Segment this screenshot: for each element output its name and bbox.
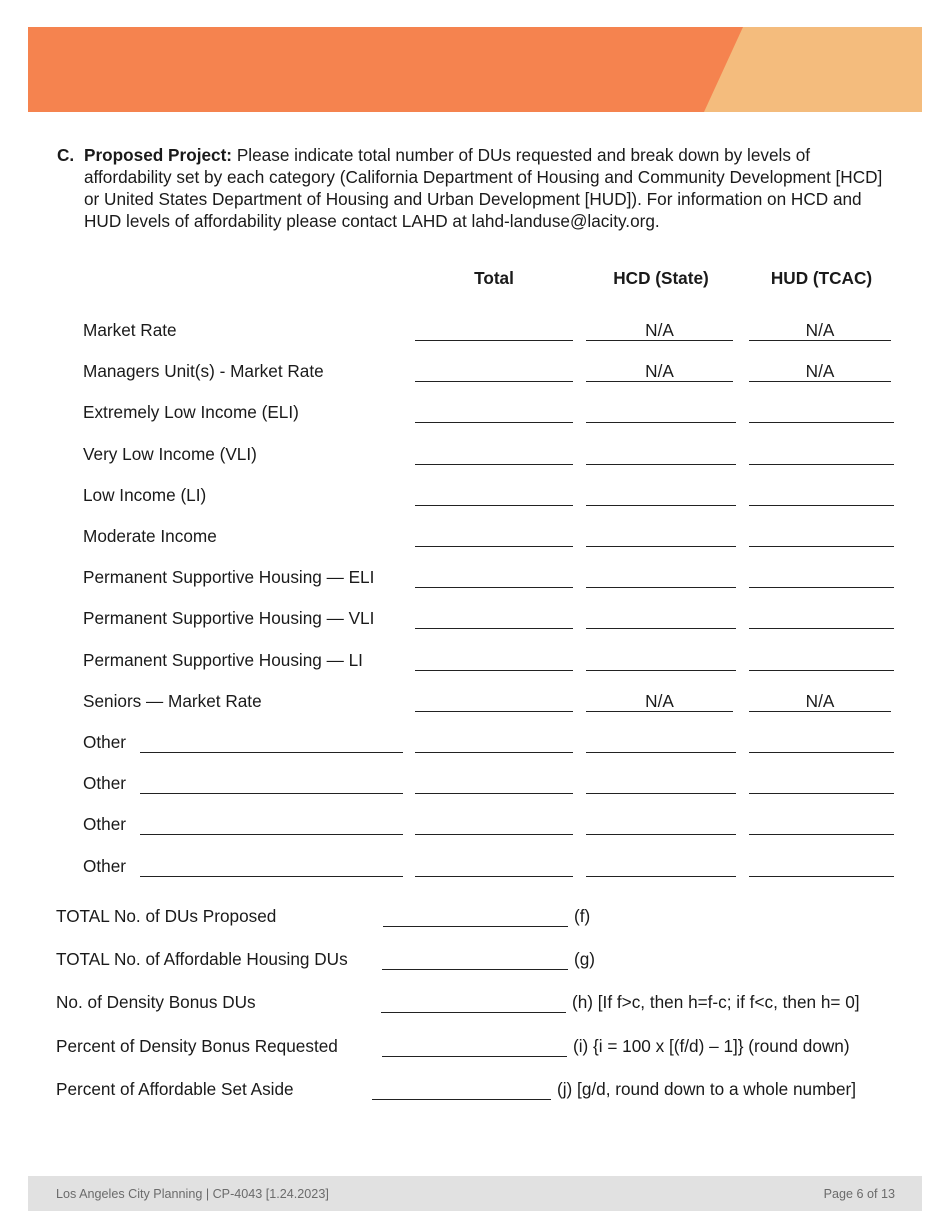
total-dus-proposed-label: TOTAL No. of DUs Proposed <box>56 906 277 926</box>
row-label: Other <box>83 732 126 752</box>
hcd-field[interactable] <box>586 464 736 465</box>
section-text: Please indicate total number of DUs requested and break down by levels of affordability set by each category (California Department of Housing and Community Development [HCD] or United States Department of Housing and Urban Development [HUD]). For information on HCD and HUD levels of affordability please contact LAHD at lahd-landuse@lacity.org. <box>84 145 883 231</box>
hcd-field[interactable] <box>586 505 736 506</box>
hud-field[interactable] <box>749 752 894 753</box>
row-label: Low Income (LI) <box>83 484 207 505</box>
hud-field[interactable] <box>749 422 894 423</box>
hud-field[interactable] <box>749 670 894 671</box>
row-label: Other <box>83 773 126 794</box>
percent-affordable-set-aside-field[interactable] <box>372 1099 551 1100</box>
hud-field[interactable] <box>749 546 894 547</box>
total-field[interactable] <box>415 834 573 835</box>
total-field[interactable] <box>415 670 573 671</box>
total-field[interactable] <box>415 464 573 465</box>
other-description-field[interactable] <box>140 834 403 835</box>
percent-density-bonus-label: Percent of Density Bonus Requested <box>56 1036 338 1056</box>
other-description-field[interactable] <box>140 793 403 794</box>
hud-field[interactable] <box>749 505 894 506</box>
total-affordable-dus-field[interactable] <box>382 969 568 970</box>
total-dus-proposed-field[interactable] <box>383 926 568 927</box>
footer-page-number: Page 6 of 13 <box>823 1187 895 1201</box>
row-label: Permanent Supportive Housing — LI <box>83 649 363 670</box>
row-label: Permanent Supportive Housing — VLI <box>83 608 375 629</box>
total-field[interactable] <box>415 793 573 794</box>
hcd-field[interactable] <box>586 876 736 877</box>
hud-field[interactable] <box>749 876 894 877</box>
hcd-field[interactable] <box>586 546 736 547</box>
column-header-hcd: HCD (State) <box>613 268 709 288</box>
page-footer <box>28 1176 922 1211</box>
column-header-hud: HUD (TCAC) <box>770 268 873 288</box>
total-field[interactable] <box>415 752 573 753</box>
hud-na-value: N/A <box>805 361 835 382</box>
hcd-field[interactable] <box>586 628 736 629</box>
percent-density-bonus-formula-note: (i) {i = 100 x [(f/d) – 1]} (round down) <box>573 1036 850 1056</box>
header-banner <box>28 27 922 112</box>
hud-field[interactable] <box>749 587 894 588</box>
section-paragraph <box>84 144 902 232</box>
other-description-field[interactable] <box>140 752 403 753</box>
row-label: Very Low Income (VLI) <box>83 443 257 464</box>
footer-doc-id: Los Angeles City Planning | CP-4043 [1.24.2023] <box>56 1187 329 1201</box>
hcd-field[interactable] <box>586 834 736 835</box>
row-label: Extremely Low Income (ELI) <box>83 402 299 423</box>
density-bonus-dus-formula-note: (h) [If f>c, then h=f-c; if f<c, then h= 0] <box>572 992 860 1012</box>
row-label: Other <box>83 855 126 876</box>
total-affordable-dus-label: TOTAL No. of Affordable Housing DUs <box>56 949 348 969</box>
hcd-field[interactable] <box>586 587 736 588</box>
total-field[interactable] <box>415 546 573 547</box>
hcd-field[interactable] <box>586 752 736 753</box>
total-field[interactable] <box>415 422 573 423</box>
hud-na-value: N/A <box>805 690 835 711</box>
hcd-field[interactable] <box>586 422 736 423</box>
total-dus-proposed-formula-note: (f) <box>574 906 591 926</box>
total-affordable-dus-formula-note: (g) <box>574 949 596 969</box>
total-field[interactable] <box>415 381 573 382</box>
section-lead: Proposed Project: <box>84 145 233 165</box>
percent-affordable-set-aside-label: Percent of Affordable Set Aside <box>56 1079 294 1099</box>
hcd-na-value: N/A <box>645 690 674 711</box>
column-header-total: Total <box>474 268 514 288</box>
density-bonus-dus-label: No. of Density Bonus DUs <box>56 992 256 1012</box>
hcd-field[interactable] <box>586 670 736 671</box>
percent-density-bonus-field[interactable] <box>382 1056 567 1057</box>
hcd-field[interactable] <box>586 793 736 794</box>
total-field[interactable] <box>415 711 573 712</box>
hcd-na-value: N/A <box>645 361 674 382</box>
row-label: Seniors — Market Rate <box>83 690 262 711</box>
total-field[interactable] <box>415 628 573 629</box>
row-label: Moderate Income <box>83 526 217 546</box>
total-field[interactable] <box>415 876 573 877</box>
section-c <box>57 144 902 232</box>
other-description-field[interactable] <box>140 876 403 877</box>
hud-field[interactable] <box>749 834 894 835</box>
hcd-na-value: N/A <box>645 320 674 340</box>
total-field[interactable] <box>415 340 573 341</box>
row-label: Managers Unit(s) - Market Rate <box>83 361 324 382</box>
row-label: Other <box>83 814 126 835</box>
row-label: Permanent Supportive Housing — ELI <box>83 567 375 588</box>
density-bonus-dus-field[interactable] <box>381 1012 566 1013</box>
total-field[interactable] <box>415 505 573 506</box>
hud-na-value: N/A <box>805 320 835 340</box>
hud-field[interactable] <box>749 793 894 794</box>
section-letter: C. <box>57 145 75 165</box>
total-field[interactable] <box>415 587 573 588</box>
hud-field[interactable] <box>749 464 894 465</box>
hud-field[interactable] <box>749 628 894 629</box>
percent-affordable-set-aside-formula-note: (j) [g/d, round down to a whole number] <box>557 1079 857 1099</box>
row-label: Market Rate <box>83 320 177 340</box>
